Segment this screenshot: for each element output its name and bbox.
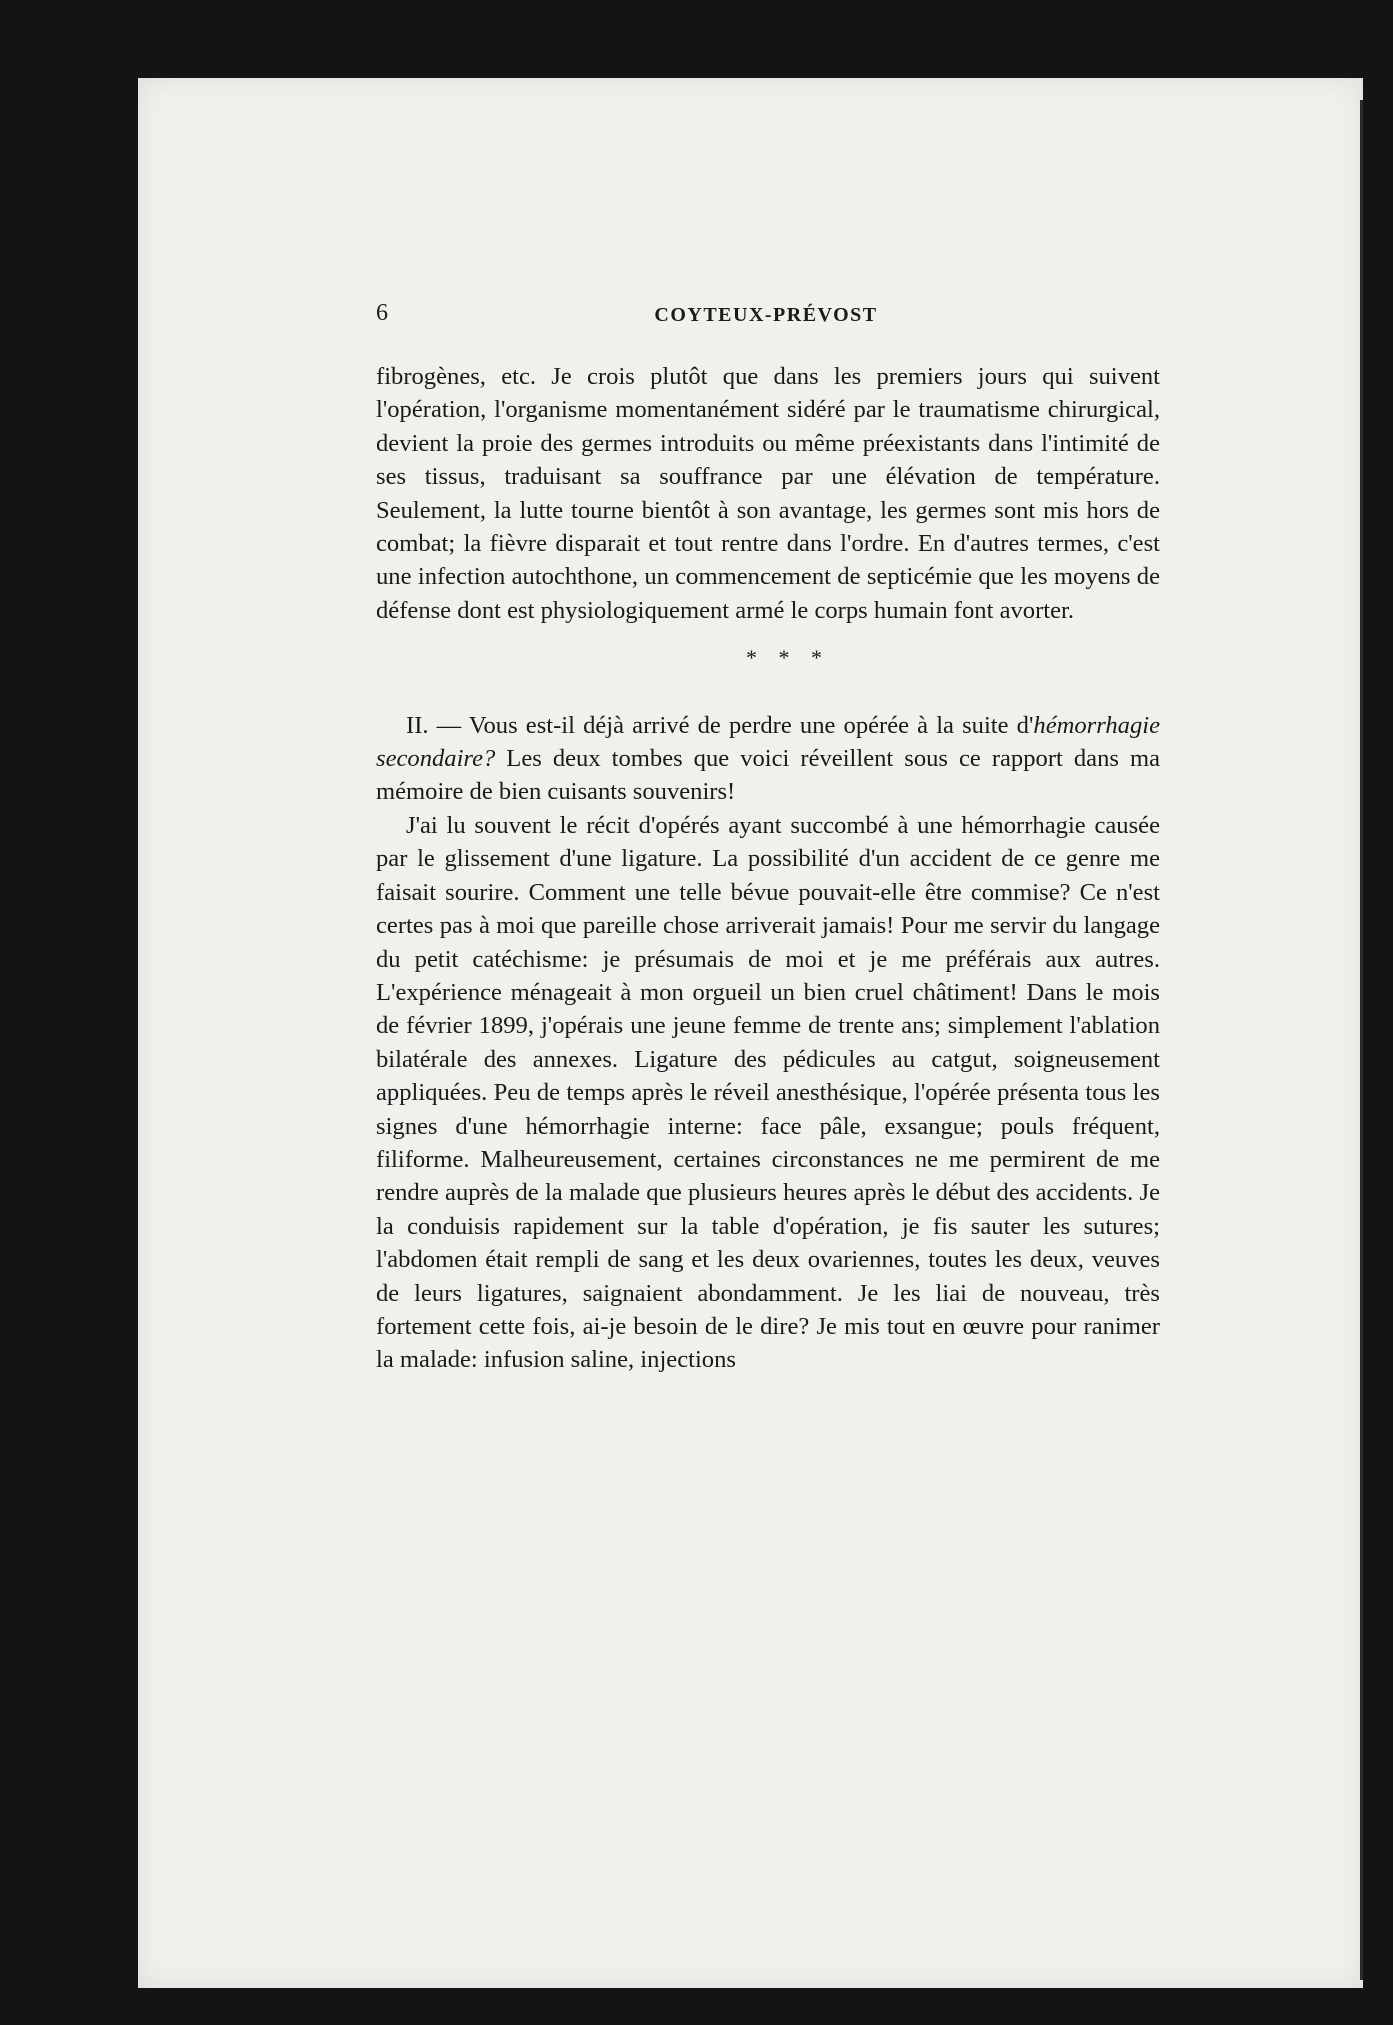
section-separator: * * * — [746, 645, 830, 671]
page-number: 6 — [376, 300, 388, 326]
adjacent-page-edge — [1360, 100, 1363, 1980]
paragraph-3: J'ai lu souvent le récit d'opérés ayant succombé à une hémorrhagie causée par le glissement d'une ligature. La possibilité d'un accident de ce genre me faisait sourire. Comment une telle bévue pouvait-elle être commise? Ce n'est certes pas à moi que pareille chose arriverait jamais! Pour me servir du langage du petit catéchisme: je présumais de moi et je me préférais aux autres. L'expérience ménageait à mon orgueil un bien cruel châtiment! Dans le mois de février 1899, j'opérais une jeune femme de trente ans; simplement l'ablation bilatérale des annexes. Ligature des pédicules au catgut, soigneusement appliquées. Peu de temps après le réveil anesthésique, l'opérée présenta tous les signes d'une hémorrhagie interne: face pâle, exsangue; pouls fréquent, filiforme. Malheureusement, certaines circonstances ne me permirent de me rendre auprès de la malade que plusieurs heures après le début des accidents. Je la conduisis rapidement sur la table d'opération, je fis sauter les sutures; l'abdomen était rempli de sang et les deux ovariennes, toutes les deux, veuves de leurs ligatures, saignaient abondamment. Je les liai de nouveau, très fortement cette fois, ai-je besoin de le dire? Je mis tout en œuvre pour ranimer la malade: infusion saline, injections — [376, 811, 1160, 1374]
paragraph-2-start: II. — Vous est-il déjà arrivé de perdre une opérée à la suite d' — [406, 711, 1034, 739]
paragraph-2-end: Les deux tombes que voici réveillent sous ce rapport dans ma mémoire de bien cuisants souvenirs! — [376, 745, 1160, 806]
paragraph-2-italic: hémorrhagie secondaire? — [376, 711, 1160, 773]
running-title: COYTEUX-PRÉVOST — [654, 304, 878, 326]
page-header — [376, 300, 1156, 340]
paragraph-2 — [376, 709, 1160, 809]
paragraph-1: fibrogènes, etc. Je crois plutôt que dans les premiers jours qui suivent l'opération, l'organisme momentanément sidéré par le traumatisme chirurgical, devient la proie des germes introduits ou même préexistants dans l'intimité de ses tissus, traduisant sa souffrance par une élévation de température. Seulement, la lutte tourne bientôt à son avantage, les germes sont mis hors de combat; la fièvre disparait et tout rentre dans l'ordre. En d'autres termes, c'est une infection autochthone, un commencement de septicémie que les moyens de défense dont est physiologiquement armé le corps humain font avorter. — [376, 363, 1160, 624]
body-text — [376, 360, 1160, 1377]
